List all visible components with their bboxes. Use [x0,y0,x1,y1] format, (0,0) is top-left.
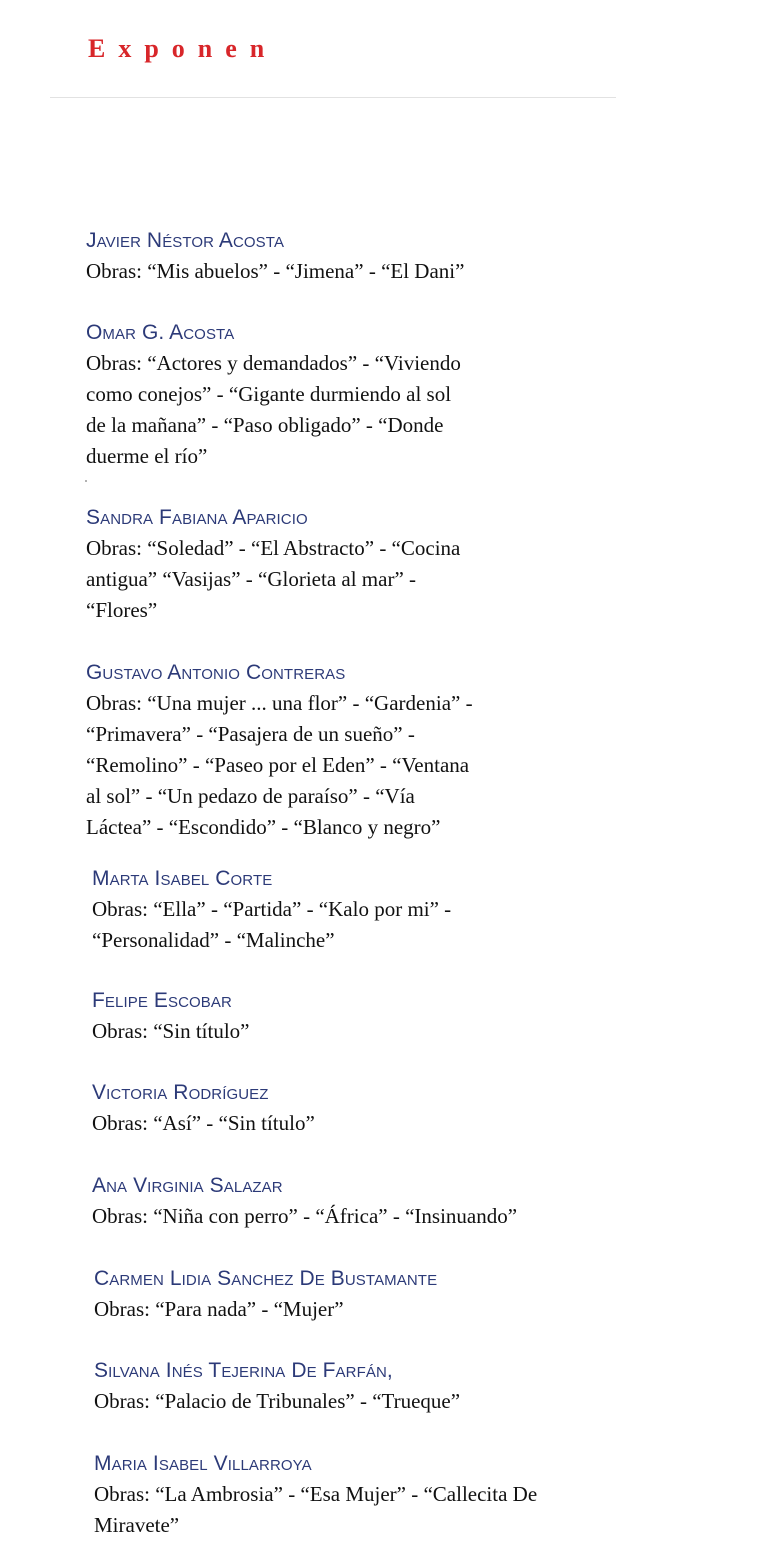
artist-works [86,533,646,626]
page-heading: Exponen [88,34,278,63]
works-line: “Personalidad” - “Malinche” [92,928,335,952]
exhibitor-entry [86,320,646,472]
exhibitor-entry [94,1358,654,1417]
works-line: “Primavera” - “Pasajera de un sueño” - [86,722,415,746]
exhibitor-entry [94,1266,654,1325]
artist-works [86,348,646,472]
exhibitor-entry [94,1451,654,1541]
artist-works [86,688,646,843]
exhibitor-entry [92,1173,652,1232]
works-line: Obras: “Niña con perro” - “África” - “Insinuando” [92,1204,518,1228]
works-line: de la mañana” - “Paso obligado” - “Donde [86,413,444,437]
works-line: Obras: “Soledad” - “El Abstracto” - “Cocina [86,536,461,560]
artist-name: Maria Isabel Villarroya [94,1452,312,1475]
works-line: Obras: “La Ambrosia” - “Esa Mujer” - “Callecita De [94,1482,538,1506]
artist-works [94,1386,654,1417]
artist-name: Carmen Lidia Sanchez De Bustamante [94,1267,438,1290]
works-line: Obras: “Actores y demandados” - “Viviendo [86,351,461,375]
artist-name: Felipe Escobar [92,989,232,1012]
artist-name: Victoria Rodríguez [92,1081,269,1104]
works-line: “Remolino” - “Paseo por el Eden” - “Ventana [86,753,470,777]
works-line: como conejos” - “Gigante durmiendo al sol [86,382,452,406]
works-line: Láctea” - “Escondido” - “Blanco y negro” [86,815,441,839]
artist-works [92,894,652,956]
works-line: Obras: “Una mujer ... una flor” - “Gardenia” - [86,691,473,715]
works-line: duerme el río” [86,444,208,468]
artist-name: Gustavo Antonio Contreras [86,661,346,684]
works-line: Obras: “Palacio de Tribunales” - “Trueque” [94,1389,461,1413]
artist-name: Silvana Inés Tejerina De Farfán, [94,1359,393,1382]
artist-works [92,1201,652,1232]
works-line: Obras: “Sin título” [92,1019,250,1043]
artist-works [92,1016,652,1047]
heading-divider [50,97,616,98]
artist-name: Sandra Fabiana Aparicio [86,506,308,529]
works-line: antigua” “Vasijas” - “Glorieta al mar” - [86,567,417,591]
works-line: Obras: “Mis abuelos” - “Jimena” - “El Dani” [86,259,465,283]
artist-name: Javier Néstor Acosta [86,229,285,252]
exhibitor-entry [92,988,652,1047]
exhibitor-entry [92,1080,652,1139]
works-line: Obras: “Para nada” - “Mujer” [94,1297,344,1321]
artist-name: Marta Isabel Corte [92,867,273,890]
artist-name: Ana Virginia Salazar [92,1174,283,1197]
works-line: “Flores” [86,598,158,622]
works-line: Obras: “Así” - “Sin título” [92,1111,315,1135]
exhibitor-entry [86,228,646,287]
artist-name: Omar G. Acosta [86,321,235,344]
works-line: al sol” - “Un pedazo de paraíso” - “Vía [86,784,415,808]
exhibitor-entry [92,866,652,956]
exhibitor-entry [86,660,646,843]
works-line: Miravete” [94,1513,180,1537]
artist-works [94,1479,654,1541]
scan-speck [85,480,87,482]
artist-works [92,1108,652,1139]
works-line: Obras: “Ella” - “Partida” - “Kalo por mi” - [92,897,452,921]
exhibitor-entry [86,505,646,626]
artist-works [94,1294,654,1325]
artist-works [86,256,646,287]
